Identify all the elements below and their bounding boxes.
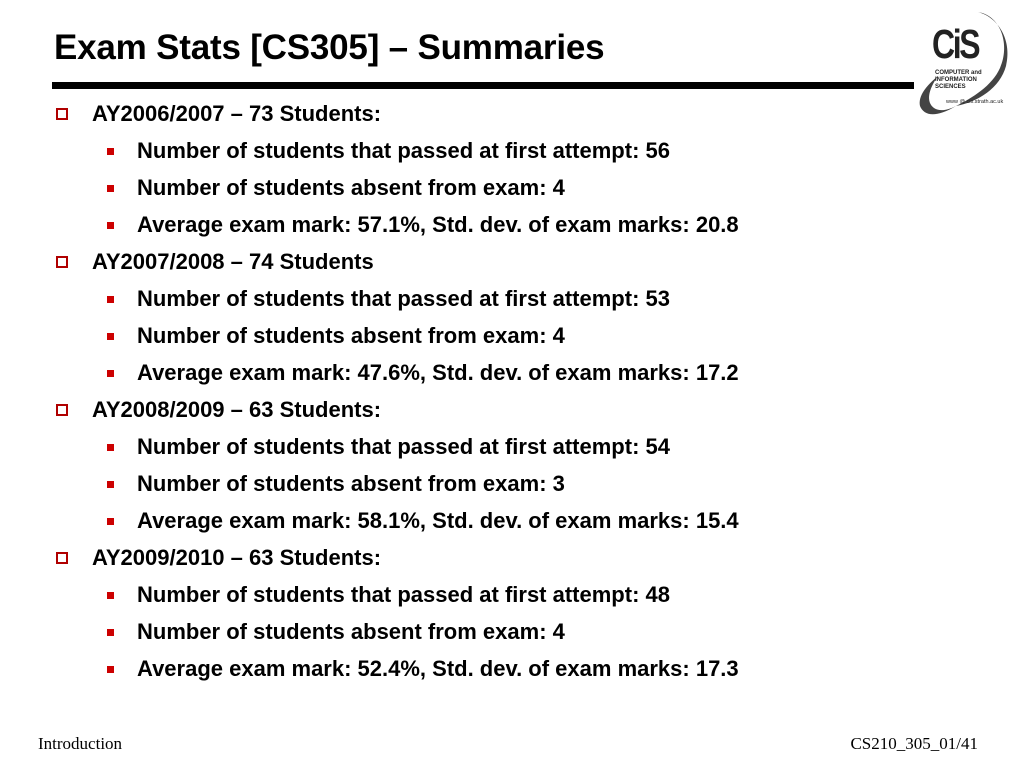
- list-item: Number of students that passed at first attempt: 56: [52, 136, 912, 173]
- list-item: Average exam mark: 47.6%, Std. dev. of exam marks: 17.2: [52, 358, 912, 395]
- list-item: Number of students that passed at first attempt: 48: [52, 580, 912, 617]
- square-bullet-icon: [107, 148, 114, 155]
- checkbox-bullet-icon: [56, 108, 68, 120]
- list-item: Number of students that passed at first attempt: 53: [52, 284, 912, 321]
- title-rule: [52, 82, 914, 89]
- list-item: Number of students absent from exam: 4: [52, 173, 912, 210]
- list-item: Average exam mark: 52.4%, Std. dev. of exam marks: 17.3: [52, 654, 912, 691]
- bullet-list: [52, 99, 912, 691]
- checkbox-bullet-icon: [56, 256, 68, 268]
- square-bullet-icon: [107, 481, 114, 488]
- list-item: Number of students absent from exam: 3: [52, 469, 912, 506]
- list-item: Average exam mark: 58.1%, Std. dev. of exam marks: 15.4: [52, 506, 912, 543]
- logo-subtitle: COMPUTER and INFORMATION SCIENCES: [935, 70, 982, 90]
- square-bullet-icon: [107, 444, 114, 451]
- square-bullet-icon: [107, 629, 114, 636]
- checkbox-bullet-icon: [56, 552, 68, 564]
- footer-left: Introduction: [38, 734, 123, 753]
- square-bullet-icon: [107, 370, 114, 377]
- list-item: Number of students absent from exam: 4: [52, 617, 912, 654]
- section-heading: AY2006/2007 – 73 Students:: [52, 99, 912, 136]
- square-bullet-icon: [107, 666, 114, 673]
- square-bullet-icon: [107, 296, 114, 303]
- section-heading: AY2008/2009 – 63 Students:: [52, 395, 912, 432]
- list-item: Number of students that passed at first attempt: 54: [52, 432, 912, 469]
- footer-right: CS210_305_01/41: [850, 734, 978, 753]
- square-bullet-icon: [107, 185, 114, 192]
- list-item: Average exam mark: 57.1%, Std. dev. of exam marks: 20.8: [52, 210, 912, 247]
- square-bullet-icon: [107, 333, 114, 340]
- checkbox-bullet-icon: [56, 404, 68, 416]
- slide-title: Exam Stats [CS305] – Summaries: [54, 28, 605, 67]
- square-bullet-icon: [107, 518, 114, 525]
- section-heading: AY2007/2008 – 74 Students: [52, 247, 912, 284]
- square-bullet-icon: [107, 592, 114, 599]
- logo-url: www @ cis.strath.ac.uk: [946, 99, 1004, 105]
- logo-mark: CiS: [932, 21, 979, 67]
- cis-logo: [916, 6, 1012, 128]
- section-heading: AY2009/2010 – 63 Students:: [52, 543, 912, 580]
- square-bullet-icon: [107, 222, 114, 229]
- list-item: Number of students absent from exam: 4: [52, 321, 912, 358]
